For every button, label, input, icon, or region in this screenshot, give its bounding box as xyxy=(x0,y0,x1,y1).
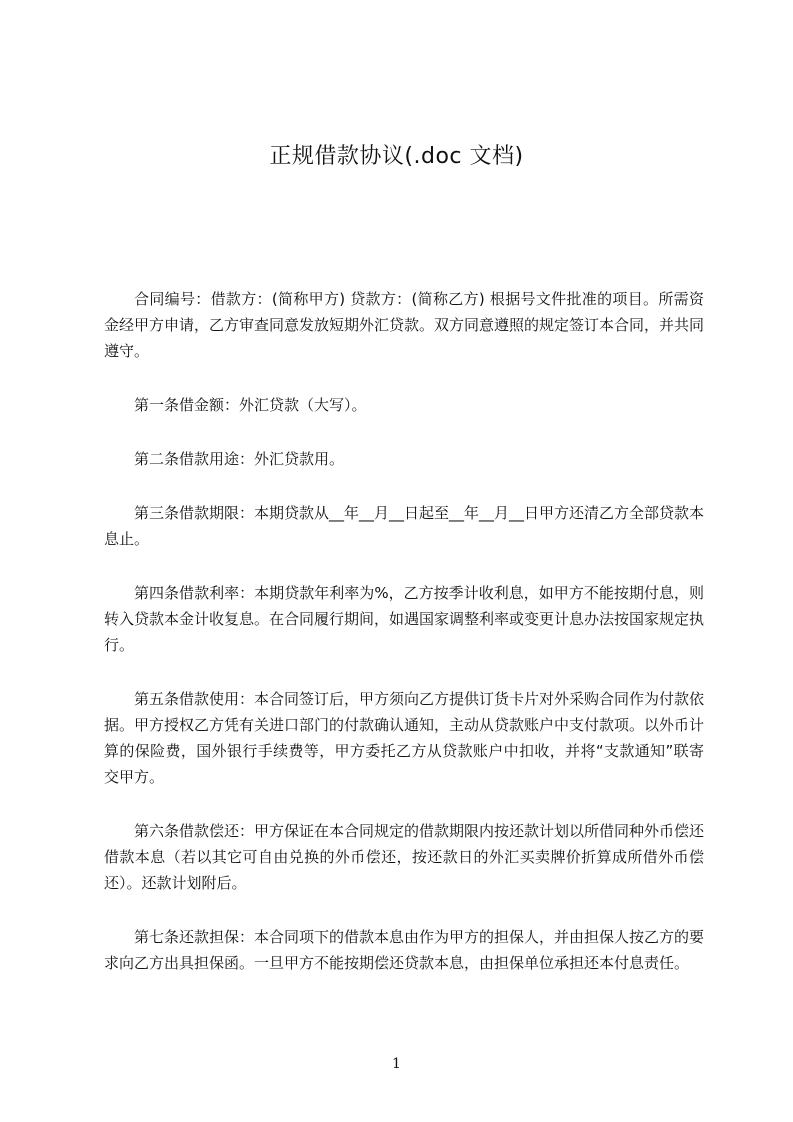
paragraph-contract-intro: 合同编号：借款方：(简称甲方) 贷款方：(简称乙方) 根据号文件批准的项目。所需资金经甲方申请，乙方审查同意发放短期外汇贷款。双方同意遵照的规定签订本合同，并共同遵守。 xyxy=(104,290,705,360)
paragraph-article-3-term: 第三条借款期限：本期贷款从__年__月__日起至__年__月__日甲方还清乙方全部贷款本息止。 xyxy=(104,504,705,548)
paragraph-article-7-guarantee: 第七条还款担保：本合同项下的借款本息由作为甲方的担保人，并由担保人按乙方的要求向乙方出具担保函。一旦甲方不能按期偿还贷款本息，由担保单位承担还本付息责任。 xyxy=(104,928,705,972)
paragraph-article-5-usage: 第五条借款使用：本合同签订后，甲方须向乙方提供订货卡片对外采购合同作为付款依据。甲方授权乙方凭有关进口部门的付款确认通知，主动从贷款账户中支付款项。以外币计算的保险费，国外银行手续费等，甲方委托乙方从贷款账户中扣收，并将“支款通知”联寄交甲方。 xyxy=(104,690,705,786)
page-title: 正规借款协议(.doc 文档) xyxy=(269,144,524,169)
paragraph-article-1-amount: 第一条借金额：外汇贷款（大写）。 xyxy=(134,396,367,414)
paragraph-article-6-repayment: 第六条借款偿还：甲方保证在本合同规定的借款期限内按还款计划以所借同种外币偿还借款本息（若以其它可自由兑换的外币偿还，按还款日的外汇买卖牌价折算成所借外币偿还）。还款计划附后。 xyxy=(104,822,705,892)
document-body xyxy=(104,286,704,1004)
paragraph-article-4-interest: 第四条借款利率：本期贷款年利率为%，乙方按季计收利息，如甲方不能按期付息，则转入贷款本金计收复息。在合同履行期间，如遇国家调整利率或变更计息办法按国家规定执行。 xyxy=(104,584,705,654)
paragraph-article-2-purpose: 第二条借款用途：外汇贷款用。 xyxy=(134,450,345,468)
page-number: 1 xyxy=(392,1056,401,1072)
